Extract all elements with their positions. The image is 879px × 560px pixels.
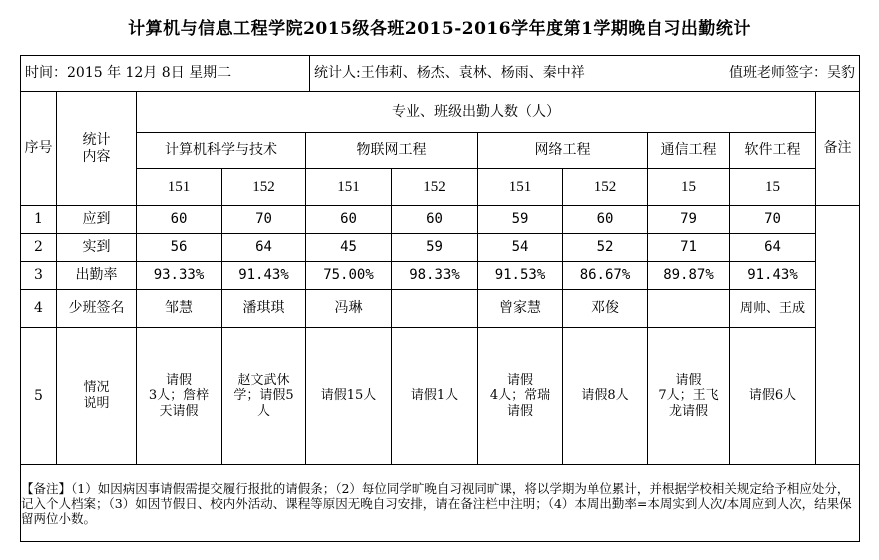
value-cell: 60 (137, 206, 222, 234)
footer-note: 【备注】（1）如因病因事请假需提交履行报批的请假条；（2）每位同学旷晚自习视同旷课，将以学期为单位累计，并根据学校相关规定给予相应处分，记入个人档案；（3）如因节假日、校内外活动、课程等原因无晚自习安排，请在备注栏中注明；（4）本周出勤率=本周实到人次/本周应到人次，结果保留两位小数。 (21, 465, 860, 542)
sign-cell: 曾家慧 (478, 290, 563, 328)
row-label: 情况 说明 (57, 328, 137, 465)
row-seq: 1 (21, 206, 57, 234)
value-cell: 75.00% (306, 262, 392, 290)
duty-teacher-text: 值班老师签字：吴豹 (729, 65, 855, 81)
value-cell: 59 (392, 234, 478, 262)
value-cell: 91.53% (478, 262, 563, 290)
major-header-iot: 物联网工程 (306, 133, 478, 169)
row-label: 实到 (57, 234, 137, 262)
table-row-actual (21, 234, 860, 262)
sign-cell: 邹慧 (137, 290, 222, 328)
value-cell: 60 (306, 206, 392, 234)
value-cell: 64 (222, 234, 306, 262)
class-cell: 152 (222, 169, 306, 206)
date-text: 时间：2015 年 12月 8日 星期二 (25, 65, 232, 81)
value-cell: 93.33% (137, 262, 222, 290)
statistician-text: 统计人:王伟莉、杨杰、袁林、杨雨、秦中祥 (314, 65, 585, 81)
content-header-label: 统计 内容 (82, 131, 111, 165)
sign-cell (392, 290, 478, 328)
table-row-sign (21, 290, 860, 328)
value-cell: 91.43% (730, 262, 816, 290)
major-header-cs: 计算机科学与技术 (137, 133, 306, 169)
table-row-expected (21, 206, 860, 234)
row-label: 应到 (57, 206, 137, 234)
value-cell: 64 (730, 234, 816, 262)
value-cell: 98.33% (392, 262, 478, 290)
info-bar (21, 56, 860, 92)
sign-cell (648, 290, 730, 328)
value-cell: 52 (563, 234, 648, 262)
attendance-table (20, 55, 860, 542)
value-cell: 70 (730, 206, 816, 234)
value-cell: 70 (222, 206, 306, 234)
class-cell: 15 (648, 169, 730, 206)
table-row-rate (21, 262, 860, 290)
row-seq: 2 (21, 234, 57, 262)
value-cell: 79 (648, 206, 730, 234)
sign-cell: 冯琳 (306, 290, 392, 328)
note-cell: 请假15人 (306, 328, 392, 465)
value-cell: 59 (478, 206, 563, 234)
row-label: 少班签名 (57, 290, 137, 328)
class-cell: 151 (478, 169, 563, 206)
note-cell: 请假 4人；常瑞 请假 (478, 328, 563, 465)
note-cell: 请假6人 (730, 328, 816, 465)
class-cell: 151 (306, 169, 392, 206)
value-cell: 54 (478, 234, 563, 262)
note-cell: 赵文武休 学；请假5 人 (222, 328, 306, 465)
major-header-network: 网络工程 (478, 133, 648, 169)
class-cell: 15 (730, 169, 816, 206)
content-header (57, 92, 137, 206)
note-cell: 请假8人 (563, 328, 648, 465)
note-cell: 请假1人 (392, 328, 478, 465)
value-cell: 60 (392, 206, 478, 234)
row-seq: 3 (21, 262, 57, 290)
class-cell: 152 (392, 169, 478, 206)
sign-cell: 潘琪琪 (222, 290, 306, 328)
table-row-notes (21, 328, 860, 465)
class-cell: 152 (563, 169, 648, 206)
value-cell: 89.87% (648, 262, 730, 290)
seq-header: 序号 (21, 92, 57, 206)
sign-cell: 邓俊 (563, 290, 648, 328)
remark-cell (816, 206, 860, 465)
value-cell: 71 (648, 234, 730, 262)
value-cell: 91.43% (222, 262, 306, 290)
major-header-comm: 通信工程 (648, 133, 730, 169)
class-cell: 151 (137, 169, 222, 206)
major-header-software: 软件工程 (730, 133, 816, 169)
value-cell: 86.67% (563, 262, 648, 290)
sign-cell: 周帅、王成 (730, 290, 816, 328)
remark-header: 备注 (816, 92, 860, 206)
note-cell: 请假 7人；王飞 龙请假 (648, 328, 730, 465)
group-header: 专业、班级出勤人数（人） (137, 92, 816, 133)
note-cell: 请假 3人；詹梓 天请假 (137, 328, 222, 465)
row-seq: 5 (21, 328, 57, 465)
row-label: 出勤率 (57, 262, 137, 290)
value-cell: 60 (563, 206, 648, 234)
value-cell: 56 (137, 234, 222, 262)
page-title: 计算机与信息工程学院2015级各班2015-2016学年度第1学期晚自习出勤统计 (128, 19, 751, 39)
row-seq: 4 (21, 290, 57, 328)
value-cell: 45 (306, 234, 392, 262)
